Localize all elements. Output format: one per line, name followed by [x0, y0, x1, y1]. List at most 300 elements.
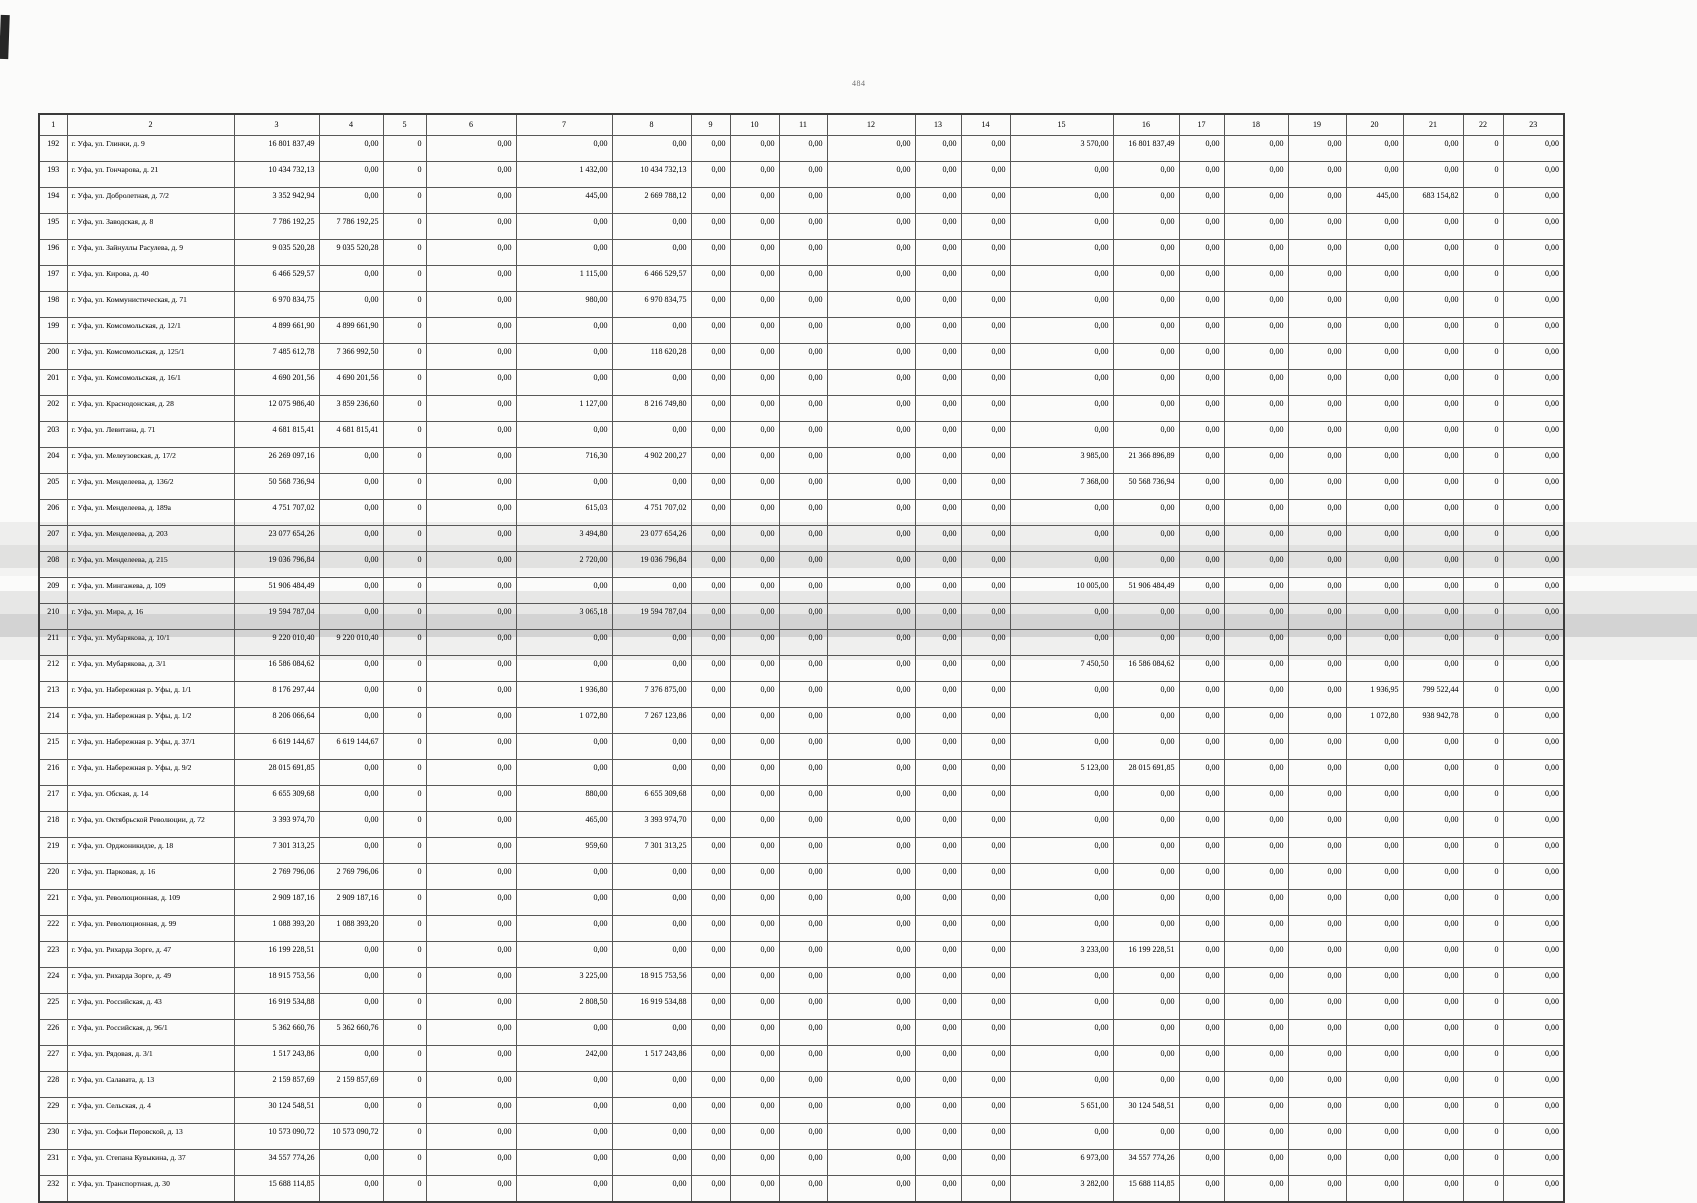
cell-col-19: 0,00	[1288, 994, 1346, 1020]
cell-col-13: 0,00	[915, 916, 961, 942]
cell-col-21: 0,00	[1403, 292, 1463, 318]
cell-col-11: 0,00	[779, 292, 827, 318]
table-row	[39, 1046, 1564, 1072]
cell-col-20: 0,00	[1346, 526, 1403, 552]
cell-col-4: 9 220 010,40	[319, 630, 383, 656]
cell-col-3: 16 801 837,49	[234, 136, 319, 162]
cell-col-16: 0,00	[1113, 1072, 1179, 1098]
cell-col-10: 0,00	[730, 994, 779, 1020]
cell-col-16: 0,00	[1113, 786, 1179, 812]
cell-col-23: 0,00	[1503, 760, 1564, 786]
cell-col-9: 0,00	[691, 1046, 730, 1072]
cell-col-16: 0,00	[1113, 552, 1179, 578]
cell-col-13: 0,00	[915, 214, 961, 240]
cell-col-3: 50 568 736,94	[234, 474, 319, 500]
table-row	[39, 656, 1564, 682]
cell-col-19: 0,00	[1288, 734, 1346, 760]
cell-col-5: 0	[383, 708, 426, 734]
cell-col-12: 0,00	[827, 890, 915, 916]
cell-col-19: 0,00	[1288, 916, 1346, 942]
row-address: г. Уфа, ул. Набережная р. Уфы, д. 1/2	[67, 708, 234, 734]
cell-col-11: 0,00	[779, 1176, 827, 1203]
cell-col-14: 0,00	[961, 916, 1010, 942]
cell-col-23: 0,00	[1503, 1098, 1564, 1124]
cell-col-7: 0,00	[516, 916, 612, 942]
row-number: 200	[39, 344, 67, 370]
cell-col-17: 0,00	[1179, 318, 1224, 344]
cell-col-13: 0,00	[915, 578, 961, 604]
row-number: 220	[39, 864, 67, 890]
cell-col-19: 0,00	[1288, 266, 1346, 292]
cell-col-4: 0,00	[319, 942, 383, 968]
cell-col-19: 0,00	[1288, 1020, 1346, 1046]
cell-col-16: 0,00	[1113, 1020, 1179, 1046]
cell-col-4: 7 366 992,50	[319, 344, 383, 370]
cell-col-22: 0	[1463, 266, 1503, 292]
cell-col-3: 1 088 393,20	[234, 916, 319, 942]
cell-col-19: 0,00	[1288, 318, 1346, 344]
cell-col-17: 0,00	[1179, 760, 1224, 786]
cell-col-13: 0,00	[915, 890, 961, 916]
cell-col-22: 0	[1463, 604, 1503, 630]
cell-col-21: 0,00	[1403, 422, 1463, 448]
cell-col-4: 0,00	[319, 1150, 383, 1176]
table-row	[39, 760, 1564, 786]
cell-col-14: 0,00	[961, 1072, 1010, 1098]
cell-col-9: 0,00	[691, 266, 730, 292]
cell-col-22: 0	[1463, 812, 1503, 838]
cell-col-15: 0,00	[1010, 292, 1113, 318]
cell-col-10: 0,00	[730, 214, 779, 240]
cell-col-22: 0	[1463, 526, 1503, 552]
table-row	[39, 552, 1564, 578]
cell-col-6: 0,00	[426, 604, 516, 630]
table-row	[39, 942, 1564, 968]
row-number: 222	[39, 916, 67, 942]
cell-col-8: 0,00	[612, 578, 691, 604]
table-row	[39, 500, 1564, 526]
cell-col-8: 0,00	[612, 422, 691, 448]
cell-col-19: 0,00	[1288, 136, 1346, 162]
cell-col-15: 0,00	[1010, 1072, 1113, 1098]
cell-col-17: 0,00	[1179, 448, 1224, 474]
cell-col-18: 0,00	[1224, 994, 1288, 1020]
cell-col-15: 6 973,00	[1010, 1150, 1113, 1176]
cell-col-21: 0,00	[1403, 448, 1463, 474]
cell-col-17: 0,00	[1179, 1020, 1224, 1046]
cell-col-5: 0	[383, 292, 426, 318]
column-header: 22	[1463, 114, 1503, 136]
cell-col-4: 0,00	[319, 500, 383, 526]
cell-col-10: 0,00	[730, 968, 779, 994]
cell-col-9: 0,00	[691, 552, 730, 578]
cell-col-22: 0	[1463, 1020, 1503, 1046]
cell-col-13: 0,00	[915, 318, 961, 344]
cell-col-20: 0,00	[1346, 578, 1403, 604]
cell-col-15: 0,00	[1010, 188, 1113, 214]
row-address: г. Уфа, ул. Революционная, д. 109	[67, 890, 234, 916]
cell-col-20: 0,00	[1346, 1098, 1403, 1124]
column-header: 8	[612, 114, 691, 136]
row-number: 203	[39, 422, 67, 448]
cell-col-6: 0,00	[426, 500, 516, 526]
cell-col-12: 0,00	[827, 1098, 915, 1124]
cell-col-22: 0	[1463, 188, 1503, 214]
column-header: 14	[961, 114, 1010, 136]
cell-col-12: 0,00	[827, 396, 915, 422]
cell-col-11: 0,00	[779, 448, 827, 474]
cell-col-22: 0	[1463, 578, 1503, 604]
cell-col-9: 0,00	[691, 240, 730, 266]
cell-col-18: 0,00	[1224, 318, 1288, 344]
cell-col-11: 0,00	[779, 370, 827, 396]
row-address: г. Уфа, ул. Революционная, д. 99	[67, 916, 234, 942]
cell-col-16: 0,00	[1113, 370, 1179, 396]
cell-col-5: 0	[383, 162, 426, 188]
cell-col-8: 0,00	[612, 1176, 691, 1203]
cell-col-14: 0,00	[961, 318, 1010, 344]
table-row	[39, 448, 1564, 474]
cell-col-21: 683 154,82	[1403, 188, 1463, 214]
cell-col-10: 0,00	[730, 578, 779, 604]
cell-col-5: 0	[383, 1020, 426, 1046]
cell-col-23: 0,00	[1503, 1176, 1564, 1203]
cell-col-4: 0,00	[319, 786, 383, 812]
cell-col-20: 0,00	[1346, 916, 1403, 942]
cell-col-20: 0,00	[1346, 292, 1403, 318]
cell-col-23: 0,00	[1503, 188, 1564, 214]
cell-col-17: 0,00	[1179, 708, 1224, 734]
cell-col-18: 0,00	[1224, 864, 1288, 890]
cell-col-20: 0,00	[1346, 344, 1403, 370]
cell-col-15: 10 005,00	[1010, 578, 1113, 604]
cell-col-11: 0,00	[779, 578, 827, 604]
cell-col-9: 0,00	[691, 136, 730, 162]
cell-col-23: 0,00	[1503, 1046, 1564, 1072]
cell-col-10: 0,00	[730, 240, 779, 266]
cell-col-12: 0,00	[827, 162, 915, 188]
cell-col-12: 0,00	[827, 1072, 915, 1098]
cell-col-6: 0,00	[426, 240, 516, 266]
row-address: г. Уфа, ул. Заводская, д. 8	[67, 214, 234, 240]
cell-col-6: 0,00	[426, 422, 516, 448]
cell-col-21: 0,00	[1403, 162, 1463, 188]
row-address: г. Уфа, ул. Добролетная, д. 7/2	[67, 188, 234, 214]
cell-col-11: 0,00	[779, 474, 827, 500]
cell-col-5: 0	[383, 786, 426, 812]
table-row	[39, 578, 1564, 604]
cell-col-3: 2 769 796,06	[234, 864, 319, 890]
cell-col-21: 0,00	[1403, 630, 1463, 656]
cell-col-9: 0,00	[691, 942, 730, 968]
cell-col-23: 0,00	[1503, 864, 1564, 890]
cell-col-16: 34 557 774,26	[1113, 1150, 1179, 1176]
cell-col-14: 0,00	[961, 838, 1010, 864]
row-address: г. Уфа, ул. Орджоникидзе, д. 18	[67, 838, 234, 864]
cell-col-3: 9 035 520,28	[234, 240, 319, 266]
cell-col-18: 0,00	[1224, 1150, 1288, 1176]
cell-col-22: 0	[1463, 162, 1503, 188]
cell-col-6: 0,00	[426, 812, 516, 838]
cell-col-4: 0,00	[319, 552, 383, 578]
cell-col-6: 0,00	[426, 136, 516, 162]
cell-col-21: 0,00	[1403, 1176, 1463, 1203]
cell-col-13: 0,00	[915, 942, 961, 968]
cell-col-8: 10 434 732,13	[612, 162, 691, 188]
cell-col-12: 0,00	[827, 344, 915, 370]
cell-col-7: 0,00	[516, 1098, 612, 1124]
cell-col-18: 0,00	[1224, 162, 1288, 188]
row-address: г. Уфа, ул. Кирова, д. 40	[67, 266, 234, 292]
cell-col-9: 0,00	[691, 370, 730, 396]
cell-col-17: 0,00	[1179, 136, 1224, 162]
cell-col-9: 0,00	[691, 396, 730, 422]
cell-col-9: 0,00	[691, 578, 730, 604]
cell-col-13: 0,00	[915, 344, 961, 370]
cell-col-6: 0,00	[426, 344, 516, 370]
column-header: 4	[319, 114, 383, 136]
cell-col-17: 0,00	[1179, 292, 1224, 318]
cell-col-19: 0,00	[1288, 812, 1346, 838]
cell-col-7: 0,00	[516, 318, 612, 344]
cell-col-21: 938 942,78	[1403, 708, 1463, 734]
cell-col-18: 0,00	[1224, 214, 1288, 240]
cell-col-11: 0,00	[779, 1098, 827, 1124]
cell-col-12: 0,00	[827, 1046, 915, 1072]
cell-col-15: 3 985,00	[1010, 448, 1113, 474]
cell-col-3: 4 751 707,02	[234, 500, 319, 526]
cell-col-7: 716,30	[516, 448, 612, 474]
cell-col-18: 0,00	[1224, 942, 1288, 968]
cell-col-20: 0,00	[1346, 604, 1403, 630]
cell-col-16: 28 015 691,85	[1113, 760, 1179, 786]
cell-col-13: 0,00	[915, 864, 961, 890]
row-address: г. Уфа, ул. Зайнуллы Расулева, д. 9	[67, 240, 234, 266]
cell-col-4: 10 573 090,72	[319, 1124, 383, 1150]
cell-col-4: 0,00	[319, 968, 383, 994]
cell-col-23: 0,00	[1503, 630, 1564, 656]
cell-col-3: 7 301 313,25	[234, 838, 319, 864]
cell-col-11: 0,00	[779, 188, 827, 214]
cell-col-19: 0,00	[1288, 214, 1346, 240]
cell-col-18: 0,00	[1224, 890, 1288, 916]
cell-col-8: 6 970 834,75	[612, 292, 691, 318]
cell-col-12: 0,00	[827, 422, 915, 448]
cell-col-6: 0,00	[426, 162, 516, 188]
cell-col-17: 0,00	[1179, 552, 1224, 578]
table-row	[39, 370, 1564, 396]
cell-col-13: 0,00	[915, 812, 961, 838]
cell-col-3: 9 220 010,40	[234, 630, 319, 656]
cell-col-22: 0	[1463, 734, 1503, 760]
cell-col-18: 0,00	[1224, 734, 1288, 760]
cell-col-22: 0	[1463, 500, 1503, 526]
cell-col-20: 0,00	[1346, 318, 1403, 344]
cell-col-16: 0,00	[1113, 422, 1179, 448]
cell-col-19: 0,00	[1288, 1124, 1346, 1150]
cell-col-4: 0,00	[319, 526, 383, 552]
cell-col-14: 0,00	[961, 1046, 1010, 1072]
row-address: г. Уфа, ул. Октябрьской Революции, д. 72	[67, 812, 234, 838]
cell-col-5: 0	[383, 526, 426, 552]
cell-col-15: 0,00	[1010, 1020, 1113, 1046]
cell-col-19: 0,00	[1288, 162, 1346, 188]
row-address: г. Уфа, ул. Менделеева, д. 215	[67, 552, 234, 578]
cell-col-20: 0,00	[1346, 890, 1403, 916]
row-address: г. Уфа, ул. Салавата, д. 13	[67, 1072, 234, 1098]
cell-col-14: 0,00	[961, 396, 1010, 422]
cell-col-12: 0,00	[827, 760, 915, 786]
cell-col-11: 0,00	[779, 344, 827, 370]
cell-col-14: 0,00	[961, 162, 1010, 188]
cell-col-3: 28 015 691,85	[234, 760, 319, 786]
cell-col-5: 0	[383, 968, 426, 994]
cell-col-19: 0,00	[1288, 1072, 1346, 1098]
cell-col-7: 0,00	[516, 1072, 612, 1098]
cell-col-6: 0,00	[426, 1176, 516, 1203]
cell-col-12: 0,00	[827, 630, 915, 656]
cell-col-20: 0,00	[1346, 240, 1403, 266]
cell-col-3: 5 362 660,76	[234, 1020, 319, 1046]
cell-col-14: 0,00	[961, 474, 1010, 500]
cell-col-16: 0,00	[1113, 864, 1179, 890]
cell-col-13: 0,00	[915, 526, 961, 552]
cell-col-5: 0	[383, 552, 426, 578]
cell-col-7: 3 065,18	[516, 604, 612, 630]
cell-col-14: 0,00	[961, 136, 1010, 162]
cell-col-7: 445,00	[516, 188, 612, 214]
cell-col-14: 0,00	[961, 1150, 1010, 1176]
cell-col-6: 0,00	[426, 1098, 516, 1124]
row-address: г. Уфа, ул. Набережная р. Уфы, д. 37/1	[67, 734, 234, 760]
cell-col-7: 1 115,00	[516, 266, 612, 292]
table-row	[39, 604, 1564, 630]
cell-col-17: 0,00	[1179, 422, 1224, 448]
cell-col-23: 0,00	[1503, 344, 1564, 370]
cell-col-10: 0,00	[730, 1046, 779, 1072]
row-number: 210	[39, 604, 67, 630]
row-number: 202	[39, 396, 67, 422]
cell-col-4: 4 681 815,41	[319, 422, 383, 448]
cell-col-17: 0,00	[1179, 526, 1224, 552]
cell-col-22: 0	[1463, 240, 1503, 266]
cell-col-3: 16 199 228,51	[234, 942, 319, 968]
cell-col-8: 16 919 534,88	[612, 994, 691, 1020]
table-row	[39, 812, 1564, 838]
cell-col-7: 0,00	[516, 344, 612, 370]
cell-col-23: 0,00	[1503, 136, 1564, 162]
cell-col-15: 3 233,00	[1010, 942, 1113, 968]
cell-col-7: 980,00	[516, 292, 612, 318]
cell-col-8: 0,00	[612, 656, 691, 682]
cell-col-6: 0,00	[426, 552, 516, 578]
cell-col-5: 0	[383, 396, 426, 422]
row-address: г. Уфа, ул. Рихарда Зорге, д. 47	[67, 942, 234, 968]
cell-col-11: 0,00	[779, 786, 827, 812]
cell-col-18: 0,00	[1224, 812, 1288, 838]
cell-col-11: 0,00	[779, 838, 827, 864]
cell-col-12: 0,00	[827, 292, 915, 318]
cell-col-18: 0,00	[1224, 552, 1288, 578]
cell-col-7: 1 432,00	[516, 162, 612, 188]
table-row	[39, 1020, 1564, 1046]
column-header: 10	[730, 114, 779, 136]
table-row	[39, 786, 1564, 812]
cell-col-19: 0,00	[1288, 1098, 1346, 1124]
cell-col-12: 0,00	[827, 812, 915, 838]
cell-col-17: 0,00	[1179, 188, 1224, 214]
cell-col-6: 0,00	[426, 838, 516, 864]
cell-col-19: 0,00	[1288, 682, 1346, 708]
cell-col-10: 0,00	[730, 838, 779, 864]
cell-col-14: 0,00	[961, 344, 1010, 370]
cell-col-7: 2 720,00	[516, 552, 612, 578]
cell-col-10: 0,00	[730, 604, 779, 630]
cell-col-5: 0	[383, 760, 426, 786]
row-address: г. Уфа, ул. Мелеузовская, д. 17/2	[67, 448, 234, 474]
cell-col-5: 0	[383, 474, 426, 500]
cell-col-22: 0	[1463, 942, 1503, 968]
cell-col-22: 0	[1463, 474, 1503, 500]
cell-col-18: 0,00	[1224, 266, 1288, 292]
cell-col-11: 0,00	[779, 162, 827, 188]
cell-col-10: 0,00	[730, 1176, 779, 1203]
cell-col-8: 0,00	[612, 890, 691, 916]
cell-col-23: 0,00	[1503, 604, 1564, 630]
cell-col-15: 0,00	[1010, 552, 1113, 578]
cell-col-14: 0,00	[961, 656, 1010, 682]
cell-col-20: 1 072,80	[1346, 708, 1403, 734]
row-number: 205	[39, 474, 67, 500]
cell-col-12: 0,00	[827, 1176, 915, 1203]
cell-col-12: 0,00	[827, 266, 915, 292]
cell-col-3: 30 124 548,51	[234, 1098, 319, 1124]
cell-col-18: 0,00	[1224, 1072, 1288, 1098]
cell-col-4: 0,00	[319, 578, 383, 604]
cell-col-7: 0,00	[516, 942, 612, 968]
cell-col-13: 0,00	[915, 188, 961, 214]
cell-col-17: 0,00	[1179, 630, 1224, 656]
row-address: г. Уфа, ул. Комсомольская, д. 12/1	[67, 318, 234, 344]
cell-col-11: 0,00	[779, 1020, 827, 1046]
cell-col-5: 0	[383, 188, 426, 214]
cell-col-13: 0,00	[915, 552, 961, 578]
cell-col-16: 0,00	[1113, 890, 1179, 916]
cell-col-9: 0,00	[691, 448, 730, 474]
cell-col-13: 0,00	[915, 1124, 961, 1150]
cell-col-7: 0,00	[516, 760, 612, 786]
cell-col-16: 16 586 084,62	[1113, 656, 1179, 682]
cell-col-6: 0,00	[426, 448, 516, 474]
cell-col-3: 4 690 201,56	[234, 370, 319, 396]
cell-col-17: 0,00	[1179, 1046, 1224, 1072]
cell-col-15: 5 123,00	[1010, 760, 1113, 786]
cell-col-14: 0,00	[961, 734, 1010, 760]
cell-col-10: 0,00	[730, 682, 779, 708]
cell-col-17: 0,00	[1179, 370, 1224, 396]
cell-col-3: 4 899 661,90	[234, 318, 319, 344]
cell-col-15: 3 570,00	[1010, 136, 1113, 162]
cell-col-4: 0,00	[319, 656, 383, 682]
cell-col-8: 4 751 707,02	[612, 500, 691, 526]
cell-col-10: 0,00	[730, 318, 779, 344]
cell-col-21: 0,00	[1403, 344, 1463, 370]
cell-col-22: 0	[1463, 682, 1503, 708]
row-address: г. Уфа, ул. Рядовая, д. 3/1	[67, 1046, 234, 1072]
cell-col-23: 0,00	[1503, 552, 1564, 578]
column-header: 7	[516, 114, 612, 136]
cell-col-12: 0,00	[827, 474, 915, 500]
